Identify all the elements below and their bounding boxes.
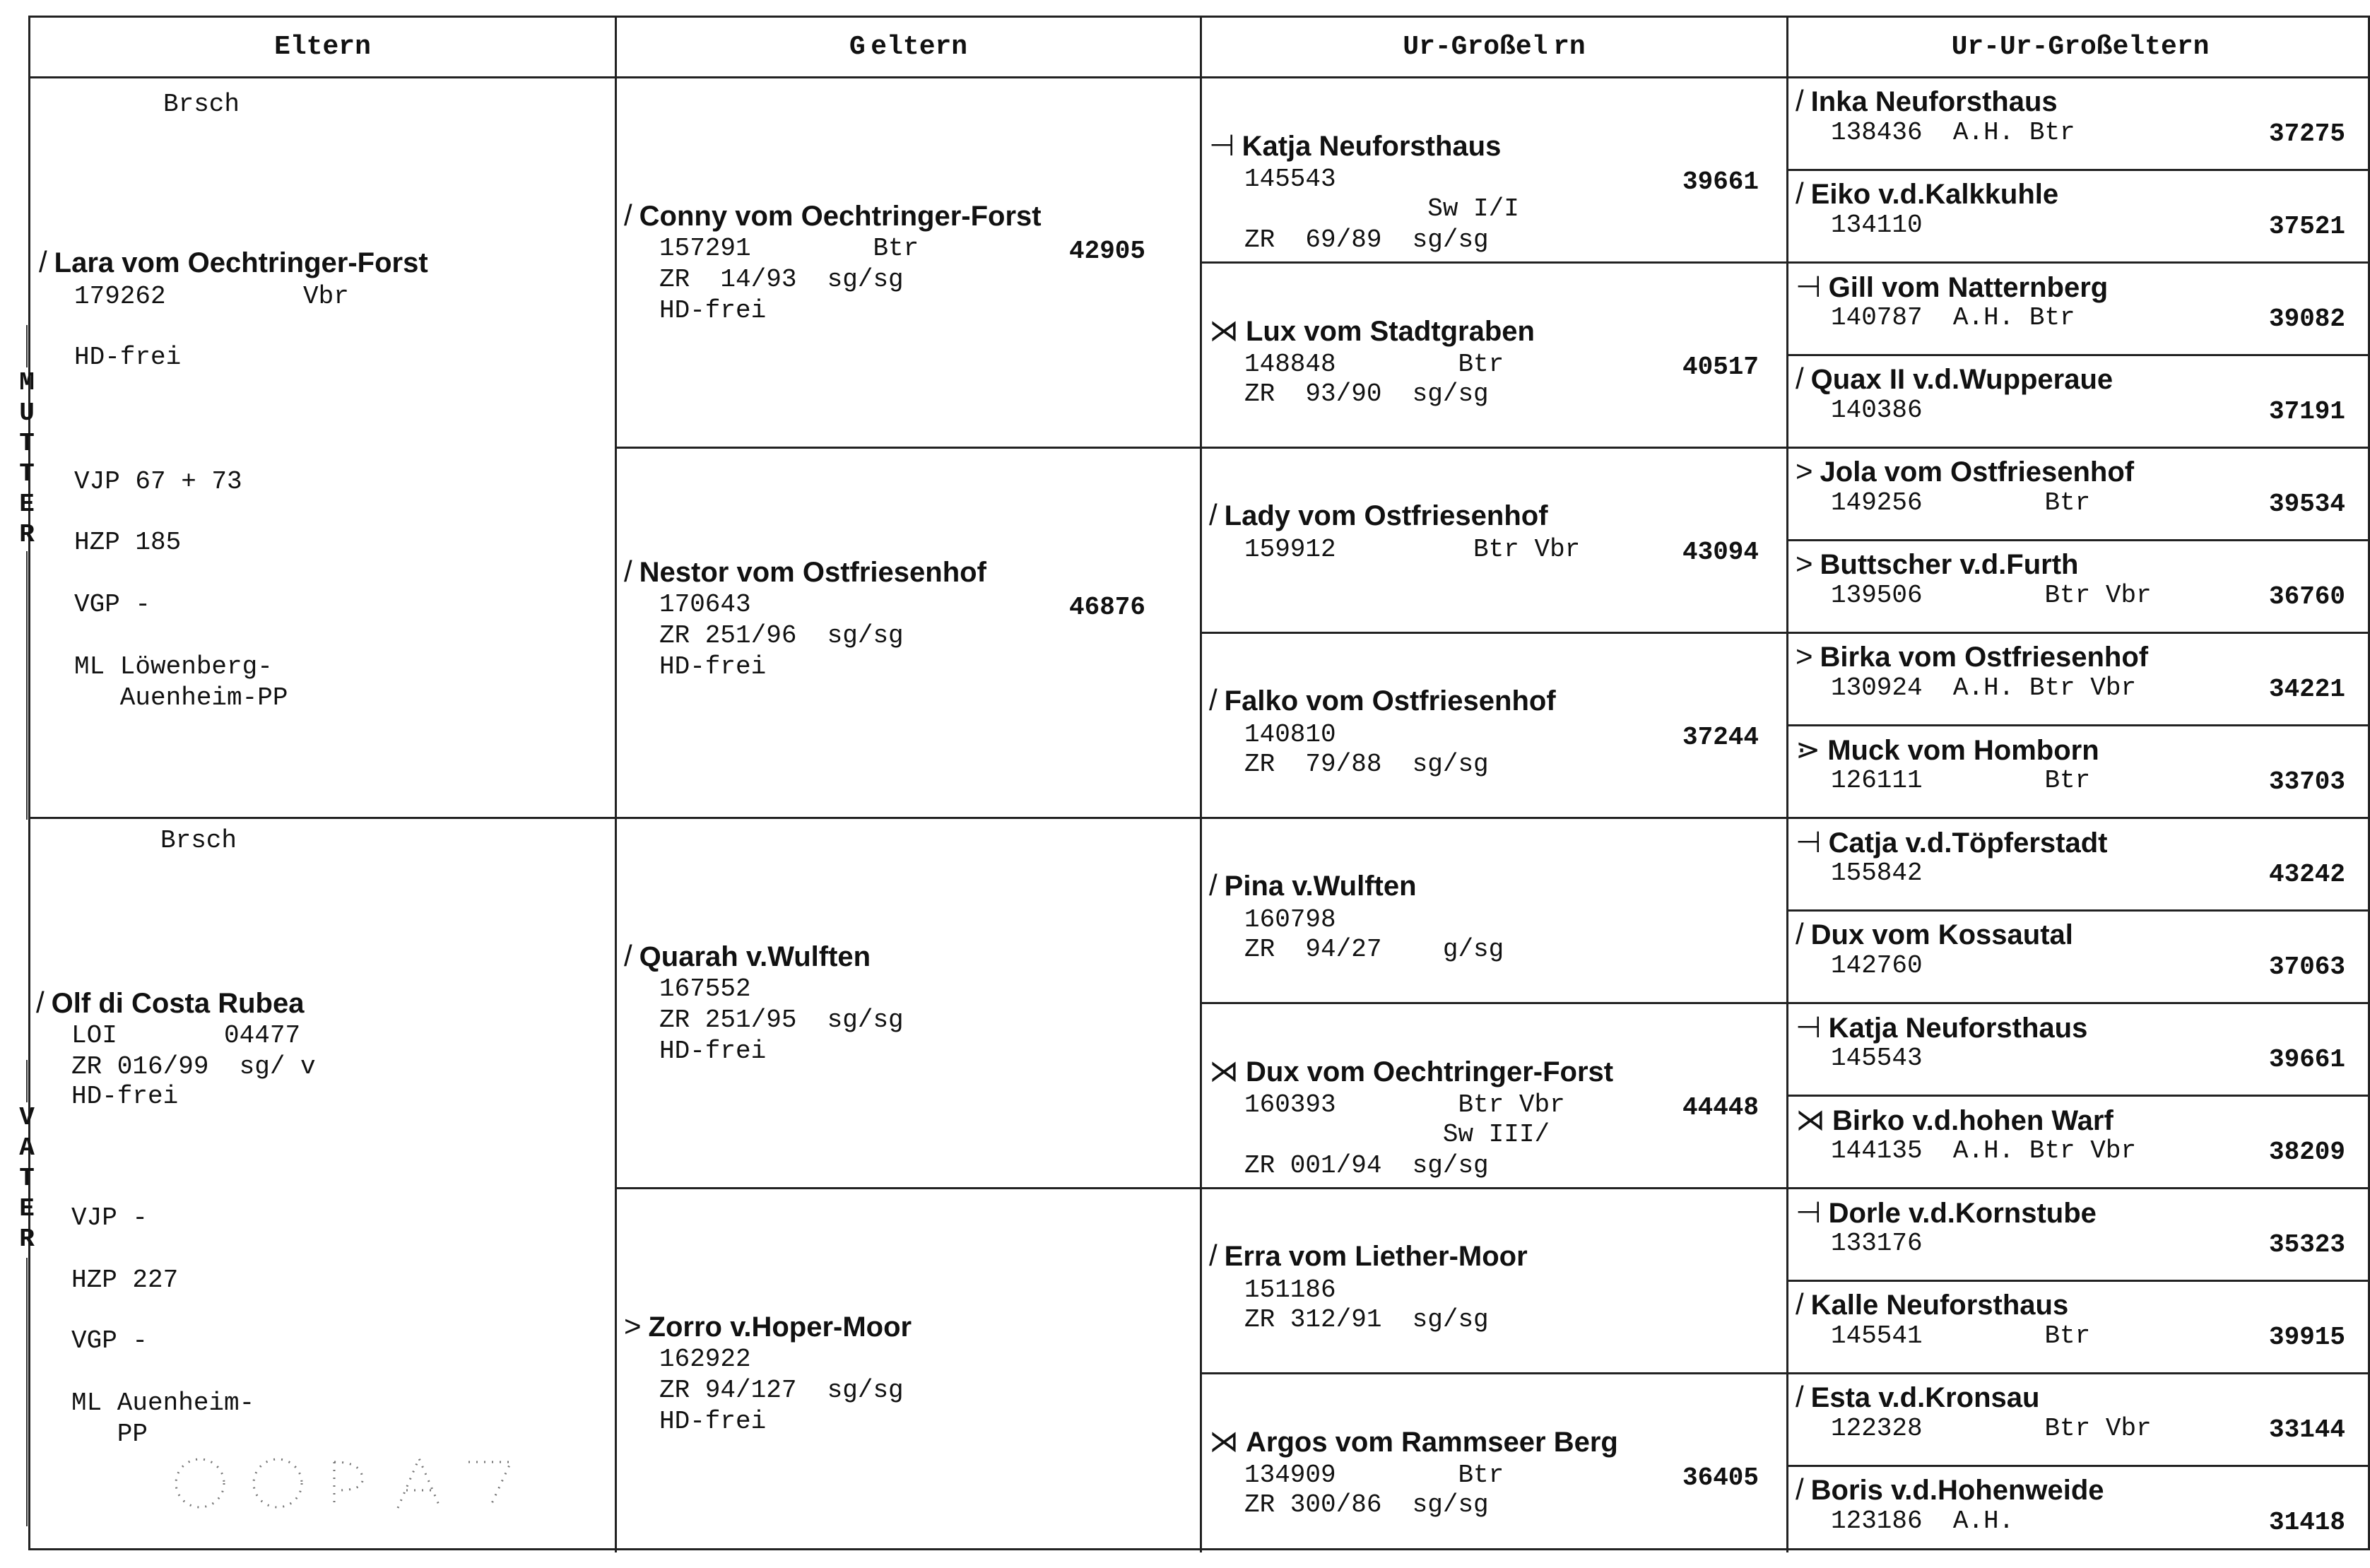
mark-icon: / [624,199,632,232]
header-ur-grosseltern: Ur-Großel rn [1202,18,1788,78]
mark-icon: / [624,555,632,588]
great-grandparent-line1: 160798 [1244,905,1336,934]
great-great-grandparent-line1: 145543 [1831,1044,1923,1073]
great-great-grandparent-cell [1788,449,2370,541]
side-letter: E [19,1194,35,1223]
dog-name-text: Quarah v.Wulften [639,941,871,972]
dog-name-text: Dorle v.d.Kornstube [1828,1198,2097,1229]
father-hzp: HZP 227 [71,1266,179,1295]
great-grandparent-cell [1202,1189,1788,1374]
dog-name [1209,498,1548,532]
father-side-line [26,1060,28,1102]
mark-icon: / [1796,1287,1804,1321]
great-great-grandparent-cell [1788,1004,2370,1097]
side-letter: M [19,368,35,397]
dog-name [1209,868,1417,902]
father-ml2: PP [71,1420,148,1449]
dog-name-text: Esta v.d.Kronsau [1810,1382,2040,1413]
dog-name [624,199,1042,232]
grandparent-line1: 170643 [659,590,751,619]
side-label-mother [13,367,41,550]
great-great-grandparent-line1: 144135 A.H. Btr Vbr [1831,1136,2137,1165]
mother-name-text: Lara vom Oechtringer-Forst [54,247,428,278]
great-great-grandparent-line1: 126111 Btr [1831,766,2091,795]
dog-name-text: Muck vom Homborn [1827,735,2099,766]
great-great-grandparent-line1: 145541 Btr [1831,1321,2091,1350]
great-great-grandparent-number: 43242 [2269,860,2346,889]
side-letter: E [19,490,35,519]
great-grandparent-cell [1202,819,1788,1004]
great-grandparent-line1: 145543 [1244,165,1336,194]
grandparent-cell [617,449,1202,819]
dog-name-text: Buttscher v.d.Furth [1820,549,2079,580]
dog-name [1796,917,2073,951]
mark-icon: ⊣ [1209,129,1235,162]
dog-name-text: Pina v.Wulften [1224,871,1417,902]
great-grandparent-line1: 160393 Btr Vbr [1244,1090,1565,1119]
great-great-grandparent-number: 37063 [2269,953,2346,982]
great-great-grandparent-cell [1788,1282,2370,1374]
dog-name [1796,84,2058,118]
great-grandparent-cell [1202,1374,1788,1552]
father-vjp: VJP - [71,1203,148,1232]
mark-icon: / [36,986,45,1019]
great-grandparent-line2: ZR 79/88 sg/sg [1244,750,1489,779]
great-great-grandparent-line1: 138436 A.H. Btr [1831,118,2075,147]
great-great-grandparent-cell [1788,1374,2370,1467]
side-letter: T [19,1164,35,1193]
dog-name-text: Birka vom Ostfriesenhof [1820,642,2149,673]
great-great-grandparent-cell [1788,1097,2370,1189]
dog-name-text: Quax II v.d.Wupperaue [1810,364,2113,395]
dog-name [1796,1473,2104,1507]
side-letter: V [19,1103,35,1132]
great-grandparent-line2: Sw III/ [1244,1120,1550,1149]
great-great-grandparent-line1: 140386 [1831,396,1923,425]
grandparent-line3: HD-frei [659,652,767,681]
dog-name-text: Argos vom Rammseer Berg [1246,1427,1618,1458]
dog-name-text: Katja Neuforsthaus [1242,131,1502,162]
great-grandparent-line2: ZR 93/90 sg/sg [1244,379,1489,408]
great-great-grandparent-number: 39534 [2269,490,2346,519]
dog-name [1209,313,1535,348]
great-grandparent-cell [1202,1004,1788,1189]
great-grandparent-line2: Sw I/I [1244,194,1519,223]
mark-icon: / [1209,498,1218,531]
parent-mother [30,78,617,819]
mark-icon: / [1796,1473,1804,1506]
dog-name-text: Erra vom Liether-Moor [1224,1241,1528,1272]
mother-note: Brsch [163,90,240,119]
great-great-grandparent-line1: 139506 Btr Vbr [1831,581,2152,610]
dog-name [624,939,871,973]
grandparent-line1: 162922 [659,1345,751,1374]
mark-icon: / [39,245,47,278]
mark-icon: / [1796,1380,1804,1413]
great-great-grandparent-cell [1788,912,2370,1004]
grandparent-cell [617,819,1202,1189]
great-great-grandparent-line1: 155842 [1831,859,1923,888]
great-great-grandparent-cell [1788,78,2370,171]
grandparent-line2: ZR 251/96 sg/sg [659,621,904,650]
mark-icon: / [1796,917,1804,950]
great-grandparent-cell [1202,78,1788,264]
mark-icon: / [1796,362,1804,395]
mark-icon: ⋗ [1796,733,1821,766]
dog-name [624,1309,912,1343]
mother-ml1: ML Löwenberg- [74,652,273,681]
great-great-grandparent-number: 37275 [2269,119,2346,148]
great-great-grandparent-number: 33144 [2269,1415,2346,1444]
great-great-grandparent-number: 39082 [2269,305,2346,334]
great-grandparent-line1: 148848 Btr [1244,350,1504,379]
mark-icon: > [1796,454,1813,488]
great-great-grandparent-cell [1788,356,2370,449]
dog-name-text: Dux vom Kossautal [1810,919,2073,950]
mother-vgp: VGP - [74,590,151,619]
grandparent-line1: 157291 Btr [659,234,919,263]
great-great-grandparent-line1: 142760 [1831,951,1923,980]
dog-name-text: Dux vom Oechtringer-Forst [1246,1056,1614,1087]
mark-icon: ⋊ [1796,1103,1825,1136]
great-great-grandparent-number: 39915 [2269,1323,2346,1352]
grandparent-line1: 167552 [659,974,751,1003]
pedigree-table [28,16,2370,1550]
dog-name [1209,128,1501,163]
great-great-grandparent-number: 36760 [2269,582,2346,611]
side-letter: T [19,429,35,458]
mark-icon: > [1796,547,1813,580]
dog-name-text: Birko v.d.hohen Warf [1832,1105,2113,1136]
mark-icon: ⋊ [1209,314,1239,347]
dog-name-text: Gill vom Natternberg [1828,272,2109,303]
great-great-grandparent-cell [1788,1467,2370,1552]
great-great-grandparent-cell [1788,819,2370,912]
great-grandparent-number: 40517 [1682,353,1759,382]
great-grandparent-cell [1202,264,1788,449]
great-great-grandparent-line1: 149256 Btr [1831,488,2091,517]
mother-line1: 179262 Vbr [74,282,349,311]
great-great-grandparent-cell [1788,171,2370,264]
great-great-grandparent-number: 35323 [2269,1230,2346,1259]
great-grandparent-line1: 134909 Btr [1244,1461,1504,1490]
dog-name-text: Inka Neuforsthaus [1810,86,2058,117]
great-grandparent-line2: ZR 94/27 g/sg [1244,935,1504,964]
mark-icon: ⊣ [1796,270,1822,303]
great-great-grandparent-number: 37521 [2269,212,2346,241]
great-grandparent-line2: ZR 312/91 sg/sg [1244,1305,1489,1334]
great-grandparent-number: 36405 [1682,1463,1759,1492]
grandparent-line3: HD-frei [659,296,767,325]
header-eltern: Eltern [30,18,617,78]
side-letter: T [19,459,35,488]
great-great-grandparent-cell [1788,726,2370,819]
dog-name [1796,269,2108,304]
side-letter: R [19,1225,35,1254]
stamp-dots [158,1441,525,1526]
grandparent-line2: ZR 14/93 sg/sg [659,265,904,294]
mark-icon: > [1796,639,1813,673]
grandparent-line3: HD-frei [659,1037,767,1066]
dog-name [1796,1102,2113,1137]
great-grandparent-line1: 140810 [1244,720,1336,749]
grandparent-cell [617,78,1202,449]
grandparent-line2: ZR 251/95 sg/sg [659,1006,904,1034]
great-great-grandparent-cell [1788,264,2370,356]
mother-side-line-bottom [26,551,28,820]
great-grandparent-number: 39661 [1682,167,1759,196]
dog-name [1796,1287,2068,1321]
dog-name-text: Falko vom Ostfriesenhof [1224,685,1556,717]
great-great-grandparent-line1: 133176 [1831,1229,1923,1258]
great-great-grandparent-number: 38209 [2269,1138,2346,1167]
header-ur-ur-grosseltern: Ur-Ur-Großeltern [1788,18,2370,78]
dog-name-text: Eiko v.d.Kalkkuhle [1810,179,2059,210]
mark-icon: / [1209,868,1218,902]
dog-name [1209,1424,1618,1458]
dog-name [624,555,986,589]
dog-name-text: Kalle Neuforsthaus [1810,1290,2069,1321]
side-label-father [13,1102,41,1254]
great-grandparent-number: 37244 [1682,723,1759,752]
mother-vjp: VJP 67 + 73 [74,467,242,496]
header-grosseltern: G eltern [617,18,1202,78]
mark-icon: ⊣ [1796,1196,1822,1229]
mark-icon: ⋊ [1209,1054,1239,1087]
dog-name-text: Zorro v.Hoper-Moor [648,1311,912,1343]
great-grandparent-number: 43094 [1682,538,1759,567]
dog-name [1209,1054,1613,1088]
great-great-grandparent-cell [1788,1189,2370,1282]
side-letter: U [19,399,35,428]
dog-name-text: Jola vom Ostfriesenhof [1820,456,2135,488]
dog-name [1796,362,2113,396]
mark-icon: / [624,939,632,972]
mother-line2: HD-frei [74,343,182,372]
great-great-grandparent-number: 31418 [2269,1508,2346,1537]
father-note: Brsch [160,826,237,855]
parent-father [30,819,617,1552]
dog-name [1796,825,2107,859]
dog-name [1796,639,2148,673]
dog-name [1796,1195,2097,1230]
side-letter: A [19,1133,35,1162]
mother-hzp: HZP 185 [74,528,182,557]
father-line3: HD-frei [71,1082,179,1111]
grandparent-cell [617,1189,1202,1552]
mark-icon: ⊣ [1796,1010,1822,1044]
great-grandparent-number: 44448 [1682,1093,1759,1122]
dog-name [1209,1239,1528,1273]
great-great-grandparent-number: 33703 [2269,767,2346,796]
great-great-grandparent-line1: 123186 A.H. [1831,1507,2015,1535]
great-great-grandparent-cell [1788,634,2370,726]
father-name-text: Olf di Costa Rubea [51,988,305,1019]
side-letter: R [19,520,35,549]
great-great-grandparent-number: 37191 [2269,397,2346,426]
dog-name [1796,454,2134,488]
great-great-grandparent-line1: 134110 [1831,211,1923,240]
dog-name-text: Catja v.d.Töpferstadt [1828,827,2108,859]
mark-icon: / [1796,177,1804,210]
father-name [36,986,304,1020]
great-great-grandparent-line1: 140787 A.H. Btr [1831,303,2075,332]
father-line2: ZR 016/99 sg/ v [71,1052,316,1081]
great-grandparent-line1: 151186 [1244,1275,1336,1304]
dog-name [1796,177,2058,211]
great-great-grandparent-line1: 122328 Btr Vbr [1831,1414,2152,1443]
great-grandparent-line3: ZR 69/89 sg/sg [1244,225,1489,254]
father-vgp: VGP - [71,1326,148,1355]
mother-ml2: Auenheim-PP [74,683,288,712]
great-great-grandparent-number: 39661 [2269,1045,2346,1074]
dog-name [1796,547,2078,581]
dog-name-text: Lux vom Stadtgraben [1246,316,1535,347]
dog-name-text: Boris v.d.Hohenweide [1810,1475,2104,1506]
dog-name-text: Nestor vom Ostfriesenhof [639,557,986,588]
great-great-grandparent-cell [1788,541,2370,634]
great-grandparent-cell [1202,449,1788,634]
dog-name [1796,1380,2039,1414]
great-grandparent-line3: ZR 001/94 sg/sg [1244,1151,1489,1180]
mark-icon: / [1796,84,1804,117]
grandparent-number: 46876 [1069,593,1146,622]
grandparent-line3: HD-frei [659,1407,767,1436]
grandparent-line2: ZR 94/127 sg/sg [659,1376,904,1405]
dog-name-text: Lady vom Ostfriesenhof [1224,500,1548,531]
father-side-line-bottom [26,1258,28,1526]
dog-name [1209,683,1556,717]
mark-icon: > [624,1309,642,1343]
dog-name [1796,732,2099,767]
great-great-grandparent-number: 34221 [2269,675,2346,704]
great-grandparent-cell [1202,634,1788,819]
dog-name-text: Conny vom Oechtringer-Forst [639,201,1042,232]
mother-name [39,245,428,279]
father-ml1: ML Auenheim- [71,1389,255,1417]
great-grandparent-line2: ZR 300/86 sg/sg [1244,1490,1489,1519]
mother-side-line [26,325,28,367]
great-grandparent-line1: 159912 Btr Vbr [1244,535,1581,564]
mark-icon: / [1209,1239,1218,1272]
mark-icon: ⋊ [1209,1425,1239,1458]
father-line1: LOI 04477 [71,1021,301,1050]
grandparent-number: 42905 [1069,237,1146,266]
dog-name [1796,1010,2087,1044]
great-great-grandparent-line1: 130924 A.H. Btr Vbr [1831,673,2137,702]
dog-name-text: Katja Neuforsthaus [1828,1013,2088,1044]
mark-icon: / [1209,683,1218,717]
mark-icon: ⊣ [1796,825,1822,859]
